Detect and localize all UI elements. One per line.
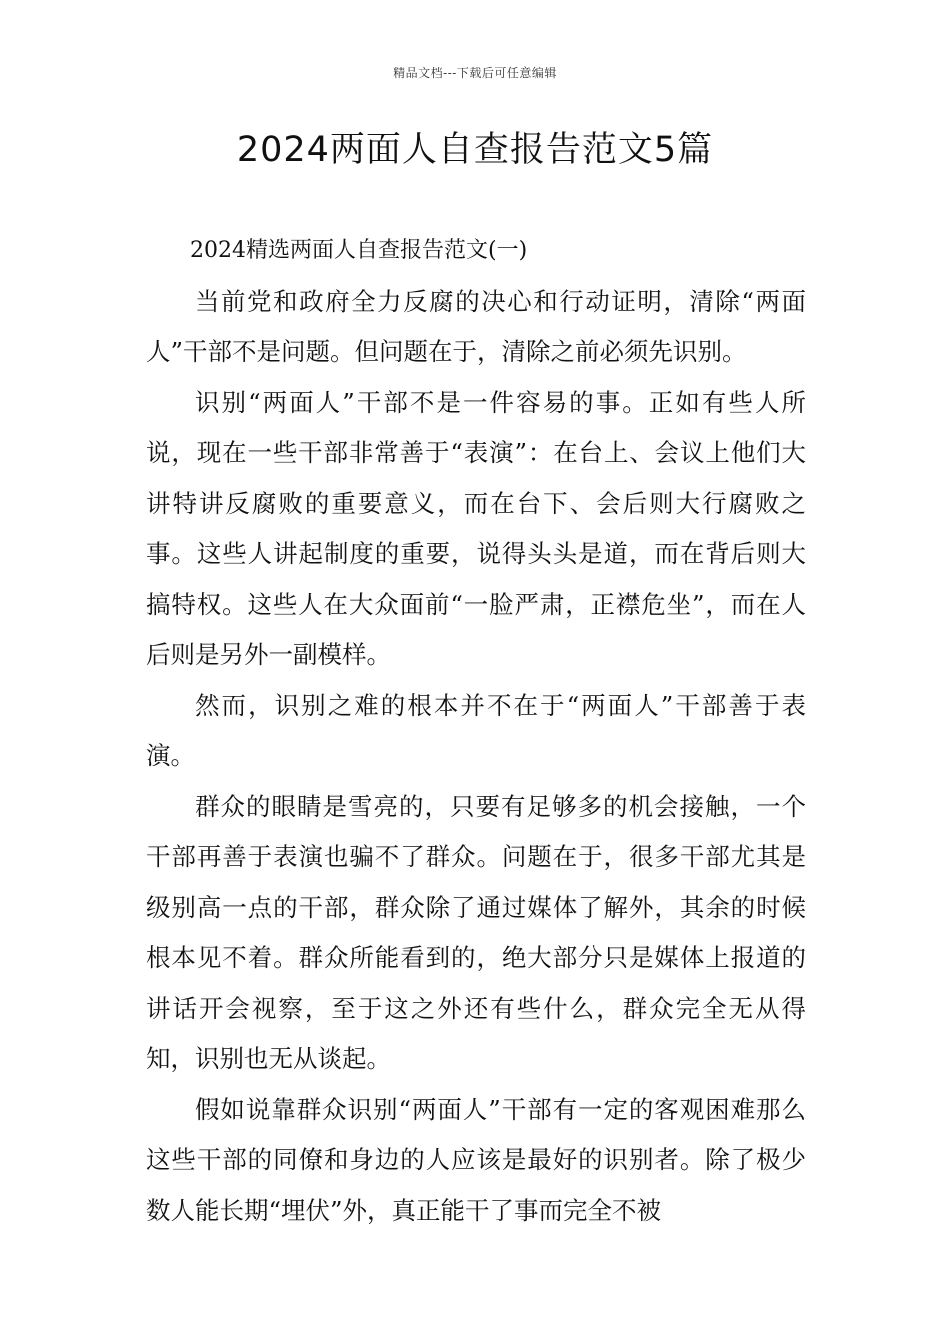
document-body xyxy=(146,226,806,1236)
body-paragraph: 群众的眼睛是雪亮的，只要有足够多的机会接触，一个干部再善于表演也骗不了群众。问题在于，很多干部尤其是级别高一点的干部，群众除了通过媒体了解外，其余的时候根本见不着。群众所能看到的，绝大部分只是媒体上报道的讲话开会视察，至于这之外还有些什么，群众完全无从得知，识别也无从谈起。 xyxy=(146,791,806,1073)
document-title: 2024两面人自查报告范文5篇 xyxy=(236,130,714,170)
body-paragraph: 假如说靠群众识别“两面人”干部有一定的客观困难那么这些干部的同僚和身边的人应该是最好的识别者。除了极少数人能长期“埋伏”外，真正能干了事而完全不被 xyxy=(146,1094,806,1225)
body-paragraph: 当前党和政府全力反腐的决心和行动证明，清除“两面人”干部不是问题。但问题在于，清除之前必须先识别。 xyxy=(146,286,806,366)
body-paragraph: 识别“两面人”干部不是一件容易的事。正如有些人所说，现在一些干部非常善于“表演”：在台上、会议上他们大讲特讲反腐败的重要意义，而在台下、会后则大行腐败之事。这些人讲起制度的重要，说得头头是道，而在背后则大搞特权。这些人在大众面前“一脸严肃，正襟危坐”，而在人后则是另外一副模样。 xyxy=(146,387,806,669)
header-note: 精品文档---下载后可任意编辑 xyxy=(393,66,557,80)
section-subtitle: 2024精选两面人自查报告范文(一) xyxy=(190,238,528,263)
body-paragraph: 然而，识别之难的根本并不在于“两面人”干部善于表演。 xyxy=(146,690,806,770)
